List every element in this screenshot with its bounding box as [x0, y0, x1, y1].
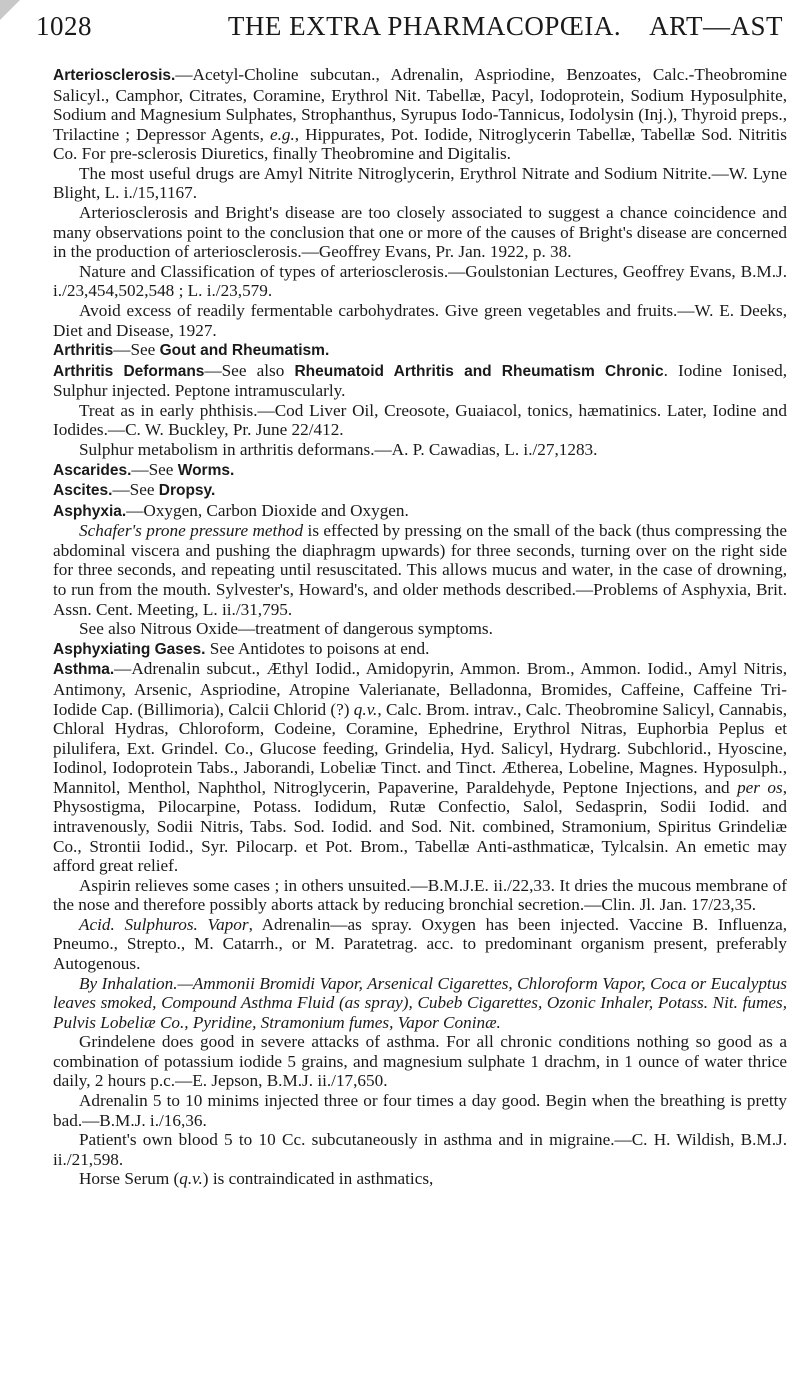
body-text: The most useful drugs are Amyl Nitrite Nitroglycerin, Erythrol Nitrate and Sodium Nitrite.—W. Lyne Blight, L. i./15,1167. — [53, 163, 787, 203]
paragraph — [53, 460, 787, 481]
entry-heading: Worms. — [177, 461, 235, 479]
body-text: Horse Serum ( — [79, 1169, 180, 1189]
entry-heading: Arthritis — [53, 342, 114, 360]
paragraph — [53, 974, 787, 1033]
body-text: Adrenalin 5 to 10 minims injected three or four times a day good. Begin when the breathing is pretty bad.—B.M.J. i./16,36. — [53, 1091, 787, 1130]
paragraph — [53, 262, 787, 301]
body-text: —Oxygen, Carbon Dioxide and Oxygen. — [126, 500, 409, 520]
body-text: —See — [131, 459, 178, 479]
body-text: Nature and Classification of types of arteriosclerosis.—Goulstonian Lectures, Geoffrey Evans, B.M.J. i./23,454,502,548 ; L. i./23,579. — [53, 261, 787, 301]
italic-text: per os — [737, 777, 783, 797]
body-text: Aspirin relieves some cases ; in others unsuited.—B.M.J.E. ii./22,33. It dries the mucous membrane of the nose and therefore possibly aborts attack by reducing bronchial secretion.—Clin. Jl. Jan. 17/23,35. — [53, 875, 787, 915]
paragraph — [53, 301, 787, 340]
italic-text: Schafer's prone pressure method — [79, 521, 304, 541]
paragraph — [53, 1169, 787, 1189]
body-text: —Adrenalin subcut., Æthyl Iodid., Amidopyrin, Ammon. Brom., Ammon. Iodid., Amyl Nitris, Antimony, Arsenic, Aspriodine, Atropine Valerianate, Belladonna, Bromides, Caffeine, Caffeine Tri-Iodide Cap. (Billimoria), Calcii Chlorid (?) — [53, 659, 787, 719]
italic-text: Acid. Sulphuros. Vapor — [79, 914, 249, 934]
entry-heading: Gout and Rheumatism. — [159, 342, 330, 360]
paragraph — [53, 501, 787, 522]
italic-text: q.v. — [179, 1169, 203, 1189]
italic-text: By Inhalation.—Ammonii Bromidi Vapor, Arsenical Cigarettes, Chloroform Vapor, Coca or Eucalyptus leaves smoked, Compound Asthma Fluid (as spray), Cubeb Cigarettes, Ozonic Inhaler, Potass. Nit. fumes, Pulvis Lobeliæ Co., Pyridine, Stramonium fumes, Vapor Coninæ. — [53, 973, 787, 1032]
paragraph — [53, 401, 787, 440]
paragraph — [53, 1032, 787, 1091]
body-text: Grindelene does good in severe attacks of asthma. For all chronic conditions nothing so good as a combination of potassium iodide 5 grains, and magnesium sulphate 1 drachm, in 1 ounce of water thrice daily, 2 hours p.c.—E. Jepson, B.M.J. ii./17,650. — [53, 1032, 787, 1091]
entry-heading: Arteriosclerosis. — [53, 67, 176, 84]
entry-range: ART—AST — [649, 11, 783, 41]
page-corner-fold — [0, 0, 20, 20]
paragraph — [53, 65, 787, 164]
entry-heading: Asthma. — [53, 661, 115, 679]
body-text: , Hippurates, Pot. Iodide, Nitroglycerin Tabellæ, Tabellæ Sod. Nitritis Co. For pre-sclerosis Diuretics, finally Theobromine and Digitalis. — [53, 124, 788, 164]
body-text: —See — [113, 340, 160, 360]
body-text: See Antidotes to poisons at end. — [205, 638, 430, 658]
body-text: Avoid excess of readily fermentable carbohydrates. Give green vegetables and fruits.—W. E. Deeks, Diet and Disease, 1927. — [53, 300, 787, 340]
paragraph — [53, 340, 787, 361]
paragraph — [53, 440, 787, 460]
paragraph — [53, 915, 787, 974]
page-number: 1028 — [36, 11, 92, 41]
body-text: Treat as in early phthisis.—Cod Liver Oil, Creosote, Guaiacol, tonics, hæmatinics. Later, Iodine and Iodides.—C. W. Buckley, Pr. June 22/412. — [53, 400, 787, 440]
body-text: , Adrenalin—as spray. Oxygen has been injected. Vaccine B. Influenza, Pneumo., Strepto., M. Catarrh., or M. Paratetrag. acc. to predominant organism present, preferably Autogenous. — [53, 914, 787, 974]
body-text: —Acetyl-Choline subcutan., Adrenalin, Aspriodine, Benzoates, Calc.-Theobromine Salicyl., Camphor, Citrates, Coramine, Erythrol Nit. Tabellæ, Pacyl, Iodoprotein, Sodium Hyposulphite, Sodium and Magnesium Sulphates, Strophanthus, Syrupus Iodo-Tannicus, Iodolysin (Inj.), Thyroid preps., Trilactine ; Depressor Agents, — [53, 65, 787, 144]
italic-text: e.g. — [269, 124, 295, 144]
body-text: . Iodine Ionised, Sulphur injected. Peptone intramuscularly. — [53, 360, 788, 401]
running-header — [36, 6, 783, 46]
body-text: Arteriosclerosis and Bright's disease are too closely associated to suggest a chance coincidence and many observations point to the conclusion that one or more of the causes of Bright's disease are concerned in the production of arteriosclerosis.—Geoffrey Evans, Pr. Jan. 1922, p. 38. — [53, 203, 787, 262]
body-text: is effected by pressing on the small of the back (thus compressing the abdominal viscera and pushing the diaphragm upwards) for three seconds, turning over on the right side for three seconds, and repeating until resuscitated. This allows mucus and water, in the case of drowning, to run from the mouth. Sylvester's, Howard's, and older methods described.—Problems of Asphyxia, Brit. Assn. Cent. Meeting, L. ii./31,795. — [53, 521, 787, 619]
paragraph — [53, 361, 787, 401]
body-text: See also Nitrous Oxide—treatment of dangerous symptoms. — [79, 619, 493, 639]
italic-text: q.v. — [353, 699, 378, 719]
body-text: , Physostigma, Pilocarpine, Potass. Iodidum, Rutæ Confectio, Salol, Sedasprin, Sodii Iodid. and intravenously, Sodii Nitris, Tabs. Sod. Iodid. and Sod. Nit. combined, Stramonium, Spiritus Grindeliæ Co., Strontii Iodid., Syr. Pilocarp. et Pot. Brom., Tabellæ Anti-asthmaticæ, Tylcalsin. An emetic may afford great relief. — [53, 777, 787, 876]
paragraph — [53, 1091, 787, 1130]
body-text: Sulphur metabolism in arthritis deformans.—A. P. Cawadias, L. i./27,1283. — [79, 439, 598, 459]
paragraph — [53, 203, 787, 262]
entry-heading: Dropsy. — [158, 482, 216, 500]
entry-heading: Rheumatoid Arthritis and Rheumatism Chronic — [294, 362, 664, 380]
entry-heading: Asphyxia. — [53, 502, 127, 520]
entry-heading: Arthritis Deformans — [53, 362, 205, 380]
paragraph — [53, 480, 787, 501]
entry-heading: Ascarides. — [53, 461, 132, 479]
body-text: Patient's own blood 5 to 10 Cc. subcutaneously in asthma and in migraine.—C. H. Wildish, B.M.J. ii./21,598. — [53, 1130, 787, 1169]
paragraph — [53, 639, 787, 660]
body-text: ) is contraindicated in asthmatics, — [202, 1169, 434, 1189]
page-body — [53, 65, 787, 1189]
body-text: —See — [112, 480, 159, 500]
paragraph — [53, 521, 787, 619]
paragraph — [53, 619, 787, 639]
book-title: THE EXTRA PHARMACOPŒIA. — [227, 11, 622, 41]
body-text: , Calc. Brom. intrav., Calc. Theobromine Salicyl, Cannabis, Chloral Hydras, Chloroform, Codeine, Coramine, Ephedrine, Erythrol Nitras, Euphorbia Peplus et pilulifera, Ext. Grindel. Co., Glucose feeding, Grindelia, Hyd. Salicyl, Hydrarg. Subchlorid., Hyoscine, Iodinol, Iodoprotein Tabs., Jaborandi, Lobeliæ Tinct. and Tinct. Ætherea, Lobeline, Magnes. Hyposulph., Mannitol, Menthol, Naphthol, Nitroglycerin, Papaverine, Paraldehyde, Peptone Injections, and — [53, 699, 787, 797]
body-text: —See also — [204, 360, 295, 380]
entry-heading: Ascites. — [53, 482, 113, 500]
paragraph — [53, 876, 787, 915]
paragraph — [53, 659, 787, 875]
entry-heading: Asphyxiating Gases. — [53, 640, 206, 658]
paragraph — [53, 1130, 787, 1169]
paragraph — [53, 164, 787, 203]
